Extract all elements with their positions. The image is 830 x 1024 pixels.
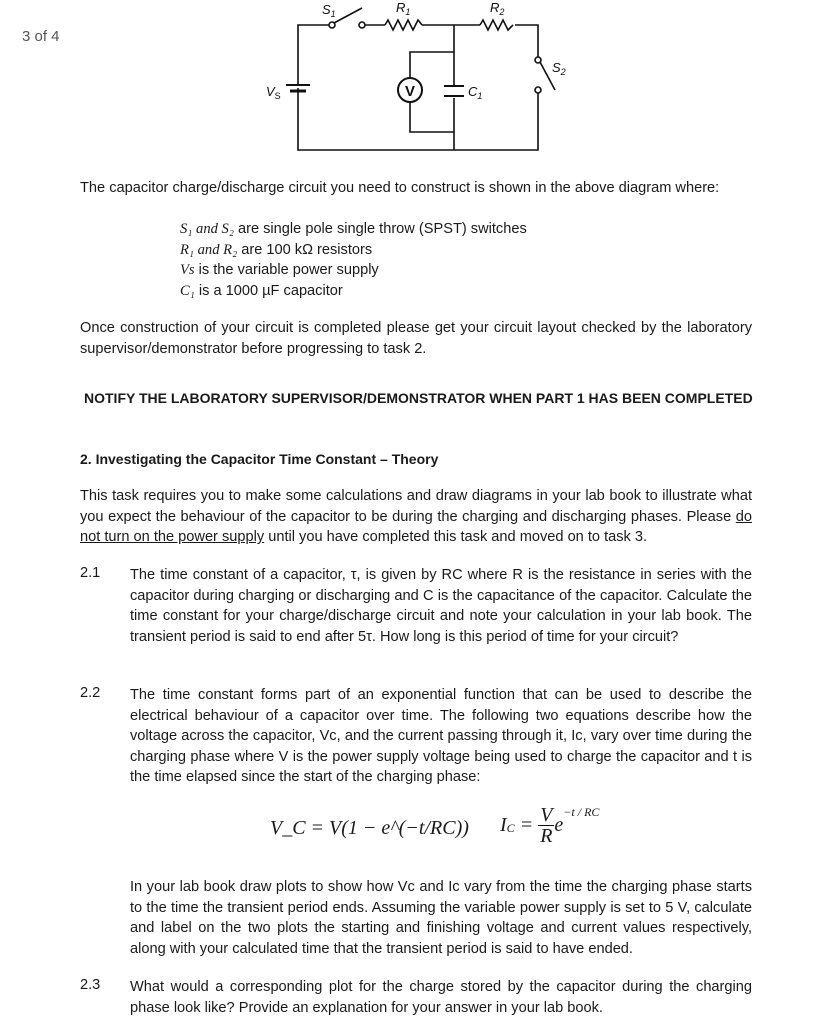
- item-text: What would a corresponding plot for the charge stored by the capacitor during the charging phase look like? Provide an explanation for your answer in your lab book.: [130, 979, 752, 1016]
- circuit-diagram: [0, 0, 830, 170]
- voltmeter-label: V: [404, 83, 416, 100]
- construction-text: Once construction of your circuit is completed please get your circuit layout checked by the laboratory supervisor/demonstrator before progressing to task 2.: [80, 320, 752, 357]
- svg-text:VS: [266, 84, 281, 101]
- vs-label: V: [266, 84, 275, 99]
- section-intro: [80, 486, 752, 548]
- definition-text: is a 1000 µF capacitor: [194, 282, 343, 299]
- definition-item: [180, 281, 527, 302]
- battery-icon: [286, 84, 310, 91]
- definition-item: [180, 219, 527, 240]
- power-warning: do not turn on the power supply: [80, 508, 752, 546]
- s1-sub: 1: [330, 9, 336, 19]
- notify-banner: NOTIFY THE LABORATORY SUPERVISOR/DEMONSTRATOR WHEN PART 1 HAS BEEN COMPLETED: [84, 390, 753, 406]
- definition-list: [180, 219, 527, 301]
- r2-label: R: [490, 0, 500, 15]
- definition-item: [180, 240, 527, 261]
- definition-symbol: C₁: [180, 282, 195, 299]
- svg-text:C1: [468, 84, 482, 101]
- vs-sub: S: [274, 91, 281, 101]
- resistor-r2-icon: [480, 20, 513, 30]
- r1-label: R: [396, 0, 406, 15]
- definition-item: [180, 260, 527, 281]
- definition-text: are single pole single throw (SPST) switches: [233, 221, 527, 237]
- s2-sub: 2: [560, 67, 566, 77]
- svg-text:S1: [322, 2, 336, 19]
- definition-symbol: S₁ and S₂: [180, 221, 234, 237]
- definition-text: are 100 kΩ resistors: [237, 241, 373, 258]
- item-number: 2.2: [80, 685, 101, 701]
- svg-text:R2: [490, 0, 504, 17]
- section-intro-a: This task requires you to make some calculations and draw diagrams in your lab book to illustrate what you expect the behaviour of the capacitor to be during the charging and discharging phases. Please: [80, 488, 752, 525]
- item-number: 2.1: [80, 565, 101, 581]
- item-text-continued: In your lab book draw plots to show how Vc and Ic vary from the time the charging phase starts to the time the transient period ends. Assuming the variable power supply is set to 5 V, calculate and label on the two plots the starting and finishing voltage and current values respectively, along with your calculated time that the transient period is said to have ended.: [130, 879, 752, 957]
- s2-label: S: [552, 60, 561, 75]
- c1-sub: 1: [477, 91, 483, 101]
- svg-text:S2: [552, 60, 566, 77]
- capacitor-icon: [444, 86, 464, 96]
- item-number: 2.3: [80, 977, 101, 993]
- definition-symbol: Vs: [180, 262, 195, 279]
- r2-sub: 2: [499, 7, 505, 17]
- equation-vc: V_C = V(1 − e^(−t/RC)): [270, 817, 469, 839]
- s1-label: S: [322, 2, 331, 17]
- item-text: The time constant forms part of an exponential function that can be used to describe the electrical behaviour of a capacitor over time. The following two equations describe how the voltage across the capacitor, Vc, and the current passing through it, Ic, vary over time during the charging phase where V is the power supply voltage being used to charge the capacitor and t is the time elapsed since the start of the charging phase:: [130, 687, 752, 786]
- r1-sub: 1: [405, 7, 411, 17]
- c1-label: C: [468, 84, 478, 99]
- intro-text: The capacitor charge/discharge circuit you need to construct is shown in the above diagram where:: [80, 180, 720, 196]
- equation-ic: I C = V R e $^{-t / RC}$: [500, 804, 600, 847]
- item-text: The time constant of a capacitor, τ, is given by RC where R is the resistance in series with the capacitor during charging or discharging and C is the capacitance of the capacitor. Calculate the time constant for your charge/discharge circuit and note your calculation in your lab book. The transient period is said to end after 5τ. How long is this period of time for your circuit?: [130, 567, 752, 645]
- section-intro-b: until you have completed this task and moved on to task 3.: [264, 529, 648, 546]
- resistor-r1-icon: [385, 20, 422, 30]
- definition-text: is the variable power supply: [194, 262, 379, 279]
- page-indicator: 3 of 4: [22, 28, 60, 45]
- svg-text:R1: [396, 0, 410, 17]
- section-title: 2. Investigating the Capacitor Time Constant – Theory: [80, 451, 439, 467]
- definition-symbol: R₁ and R₂: [180, 241, 238, 258]
